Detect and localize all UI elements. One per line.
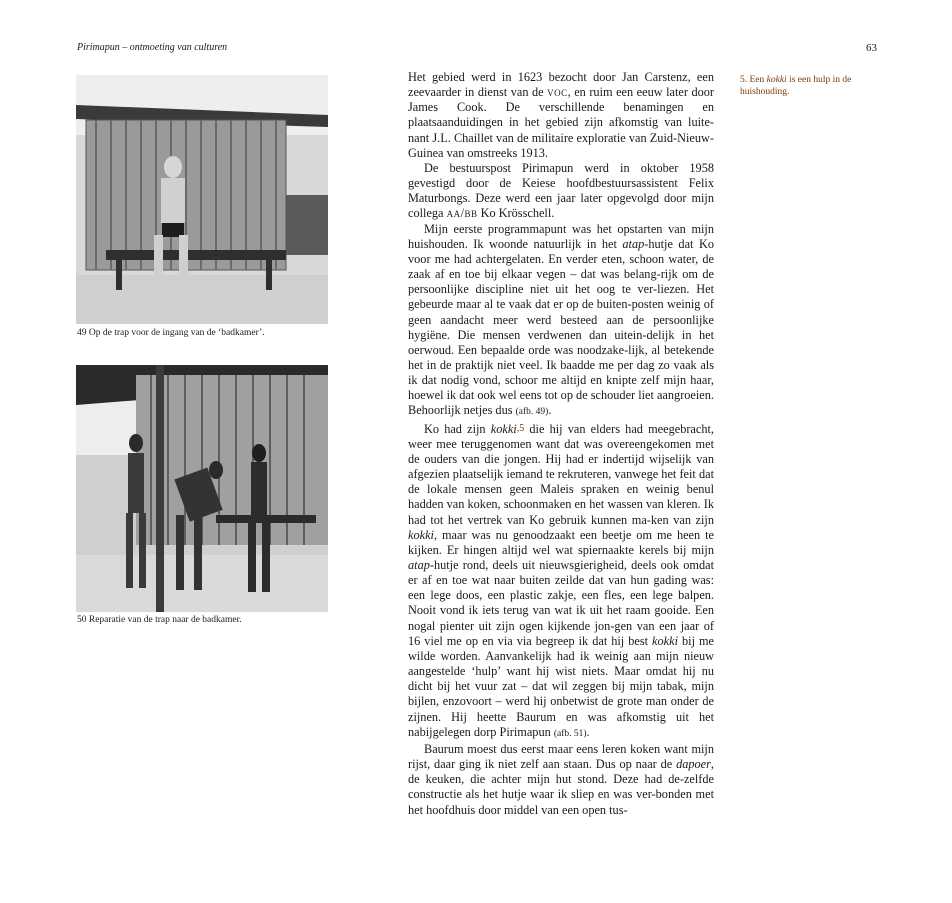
paragraph [408,70,714,161]
text: . [548,403,552,418]
figure-reference: (afb. 51) [553,728,587,739]
text: De bestuurspost Pirimapun werd in oktober 1958 gevestigd door de Keiese hoofdbestuursassistent Felix Maturbongs. Deze werd een jaar later opgevolgd door mijn collega [408,160,714,221]
footnote-number: 5. [740,75,750,85]
text: Een [749,75,767,85]
text: , maar was nu genoodzaakt een beetje om me heen te kijken. Er hingen altijd wel wat spiernaakte kerels bij mijn [408,527,714,557]
text: -hutje dat Ko voor me had achtergelaten. En verder eten, schoon water, de zaak af en toe bij elkaar vegen – dat was belang-rijk om de persoonlijke discipline niet uit het oog te ver-liezen. Het gebeurde maar al te vaak dat er op de buiten-posten weinig of geen aandacht meer werd besteed aan de persoonlijke hygiëne. Die mensen verdwenen dan uitein-delijk in het oerwoud. Een bepaalde orde was noodzake-lijk, al betekende het in de praktijk niet veel. Ik baadde me per dag zo vaak als ik dat nodig vond, schoor me altijd en knipte zelf mijn haar, hoewel ik dat ook wel eens tot op de schouder liet aangroeien. Behoorlijk netjes dus [408,236,714,418]
caption-figure-49: 49 Op de trap voor de ingang van de ‘badkamer’. [77,328,265,338]
term-kokki: kokki [408,527,434,542]
running-head: Pirimapun – ontmoeting van culturen [77,42,228,53]
term-dapoer: dapoer [676,757,711,772]
term-kokki: kokki [490,421,517,436]
text: bij me wilde worden. Aanvankelijk had ik weinig aan mijn nieuw aangestelde ‘hulp’ want hij wist niets. Maar omdat hij nu dicht bij het vuur zat – dat wil zeggen bij mijn tabak, mijn bijlen, enzovoort – werd hij onbetwist de grote man onder de zijnen. Hij heette Baurum en was afkomstig uit het nabijgelegen dorp Pirimapun [408,633,715,739]
text: Ko had zijn [424,421,491,436]
text: Mijn eerste programmapunt was het opstarten van mijn huishouden. Ik woonde natuurlijk in het [408,221,714,251]
paragraph [408,222,714,421]
caption-figure-50: 50 Reparatie van de trap naar de badkamer. [77,615,242,625]
abbreviation-aa-bb: aa/bb [446,206,478,221]
paragraph [408,742,714,818]
footnote-5 [740,74,880,98]
paragraph [408,161,714,222]
term-kokki: kokki [652,633,678,648]
body-text [408,70,714,818]
text: die hij van elders had meegebracht, weer mee teruggenomen want dat was overeengekomen met de ouders van die jongen. Hij had er indertijd wijselijk van afgezien plaatselijk iemand te rekruteren, vanwege het feit dat de lokale mensen geen Maleis spraken en weinig benul hadden van koken, schoonmaken en het wassen van kleren. Ik had tot het vertrek van Ko gebruik kunnen ma-ken van zijn [408,421,714,527]
text: is een hulp in de huishouding. [740,75,852,97]
text: , en ruim een eeuw later door James Cook. De verschillende benamingen en plaatsaanduidingen in het gebied zijn afkomstig van luite-nant J.L. Chaillet van de militaire exploratie van Zuid-Nieuw-Guinea van omstreeks 1913. [408,85,715,160]
text: , de keuken, die achter mijn hut stond. Deze had de-zelfde constructie als het hutje waar ik sliep en was ver-bonden met het hoofdhuis door middel van een open tus- [408,757,714,817]
text: . [586,724,590,739]
text: Het gebied werd in 1623 bezocht door Jan Carstenz, een zeevaarder in dienst van de [408,70,714,100]
paragraph [408,421,714,742]
term-atap: atap [408,558,430,572]
footnote-reference: ,5 [516,422,525,434]
term-atap: atap [622,236,645,251]
text: -hutje rond, deels uit nieuwsgierigheid, deels ook omdat er af en toe wat naar buiten zeilde dat van hun gading was: een lege doos, een plastic zakje, een fles, een lege balpen. Nooit vond ik iets terug van wat ik uit het raam gooide. Een nogal pienter uit zijn ogen kijkende jon-gen van een jaar of 16 viel me op en via via begreep ik dat hij best [408,558,714,648]
text: Baurum moest dus eerst maar eens leren koken want mijn rijst, daar ging ik niet zelf aan staan. Dus op naar de [408,741,714,772]
figure-reference: (afb. 49) [515,407,549,418]
page-number: 63 [866,42,877,54]
abbreviation-voc: voc [547,85,568,100]
text: Ko Krösschell. [477,206,555,221]
photo-50-stair-repair [76,365,328,612]
photo-49-man-on-stairs [76,75,328,324]
term-kokki: kokki [766,75,787,85]
